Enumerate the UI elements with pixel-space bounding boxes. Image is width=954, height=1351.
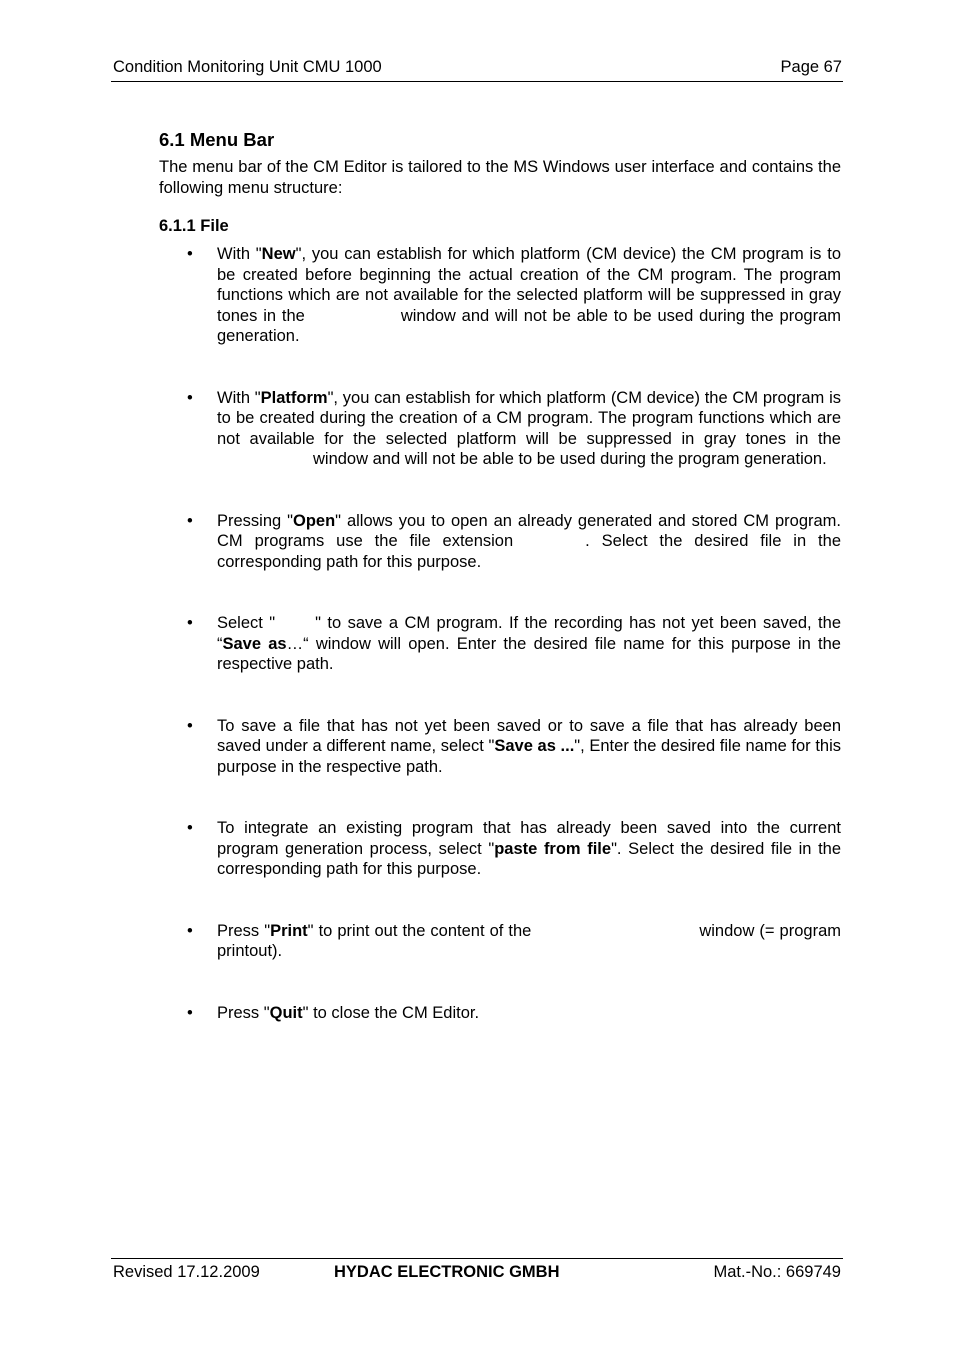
page-footer — [111, 1258, 843, 1289]
page-header — [111, 57, 843, 82]
bullet: • — [187, 511, 193, 530]
file-menu-list — [159, 244, 841, 1023]
item-text: " allows you to open an already generated and stored CM program. CM programs use the file extension — [217, 511, 841, 550]
item-keyword: Platform — [260, 388, 328, 407]
document-title: Condition Monitoring Unit CMU 1000 — [113, 58, 382, 76]
item-text: . Select the desired file in the corresponding path for this purpose. — [217, 532, 841, 571]
bullet: • — [187, 614, 193, 632]
bullet: • — [187, 388, 193, 407]
section-title: 6.1 Menu Bar — [159, 129, 275, 150]
item-text: …“ window will open. Enter the desired file name for this purpose in the respective path. — [217, 634, 841, 673]
bullet: • — [187, 1003, 193, 1022]
item-text: To integrate an existing program that has already been saved into the current program generation process, select " — [217, 819, 841, 858]
item-text: window (= program printout). — [217, 921, 841, 960]
item-text: " to close the CM Editor. — [302, 1003, 480, 1022]
item-text: Select " — [217, 614, 276, 632]
item-text: Press " — [217, 1003, 270, 1022]
bullet: • — [187, 716, 193, 735]
bullet: • — [187, 921, 193, 940]
page-content — [159, 127, 841, 1064]
list-item-save — [159, 613, 841, 675]
item-text: window and will not be able to be used during the program generation. — [217, 306, 842, 345]
bullet: • — [187, 245, 193, 263]
bullet: • — [187, 819, 193, 837]
item-text: With " — [217, 245, 262, 263]
revision-date: Revised 17.12.2009 — [113, 1263, 260, 1281]
item-keyword: Quit — [269, 1003, 303, 1022]
item-keyword: Save as — [222, 634, 287, 653]
material-number: Mat.-No.: 669749 — [713, 1263, 841, 1281]
list-item-print — [159, 921, 841, 962]
item-text: ", you can establish for which platform (CM device) the CM program is to be created before beginning the actual creation of the CM program. The program functions which are not available for the selected platform will be suppressed in gray tones in the — [217, 245, 841, 325]
list-item-quit — [159, 1003, 841, 1024]
item-text: ", you can establish for which platform (CM device) the CM program is to be created during the creation of a CM program. The program functions which are not available for the selected platform will be suppressed in gray tones in the — [217, 388, 841, 448]
list-item-platform — [159, 388, 841, 470]
item-text: " to print out the content of the — [307, 921, 532, 940]
item-keyword: Open — [292, 511, 336, 530]
item-text: ", Enter the desired file name for this purpose in the respective path. — [217, 737, 841, 776]
item-keyword: paste from file — [494, 839, 612, 858]
item-text: " to save a CM program. If the recording has not yet been saved, the “ — [217, 614, 841, 653]
item-text: Press " — [217, 921, 271, 940]
item-keyword: New — [261, 245, 296, 263]
item-text: window and will not be able to be used during the program generation. — [313, 450, 827, 468]
list-item-save-as — [159, 716, 841, 778]
list-item-new — [159, 244, 841, 347]
item-text: Pressing " — [217, 511, 293, 530]
item-keyword: Save as ... — [494, 737, 575, 755]
company-name: HYDAC ELECTRONIC GMBH — [334, 1263, 560, 1281]
list-item-open — [159, 511, 841, 573]
item-text: ". Select the desired file in the corresponding path for this purpose. — [217, 839, 842, 878]
item-text: To save a file that has not yet been saved or to save a file that has already been saved under a different name, select " — [217, 716, 841, 755]
subsection-title: 6.1.1 File — [159, 217, 229, 235]
item-text: With " — [217, 388, 261, 407]
list-item-paste-from-file — [159, 818, 841, 880]
page-number: Page 67 — [780, 58, 842, 76]
section-intro: The menu bar of the CM Editor is tailored to the MS Windows user interface and contains the following menu structure: — [159, 158, 841, 197]
item-keyword: Print — [270, 921, 308, 940]
